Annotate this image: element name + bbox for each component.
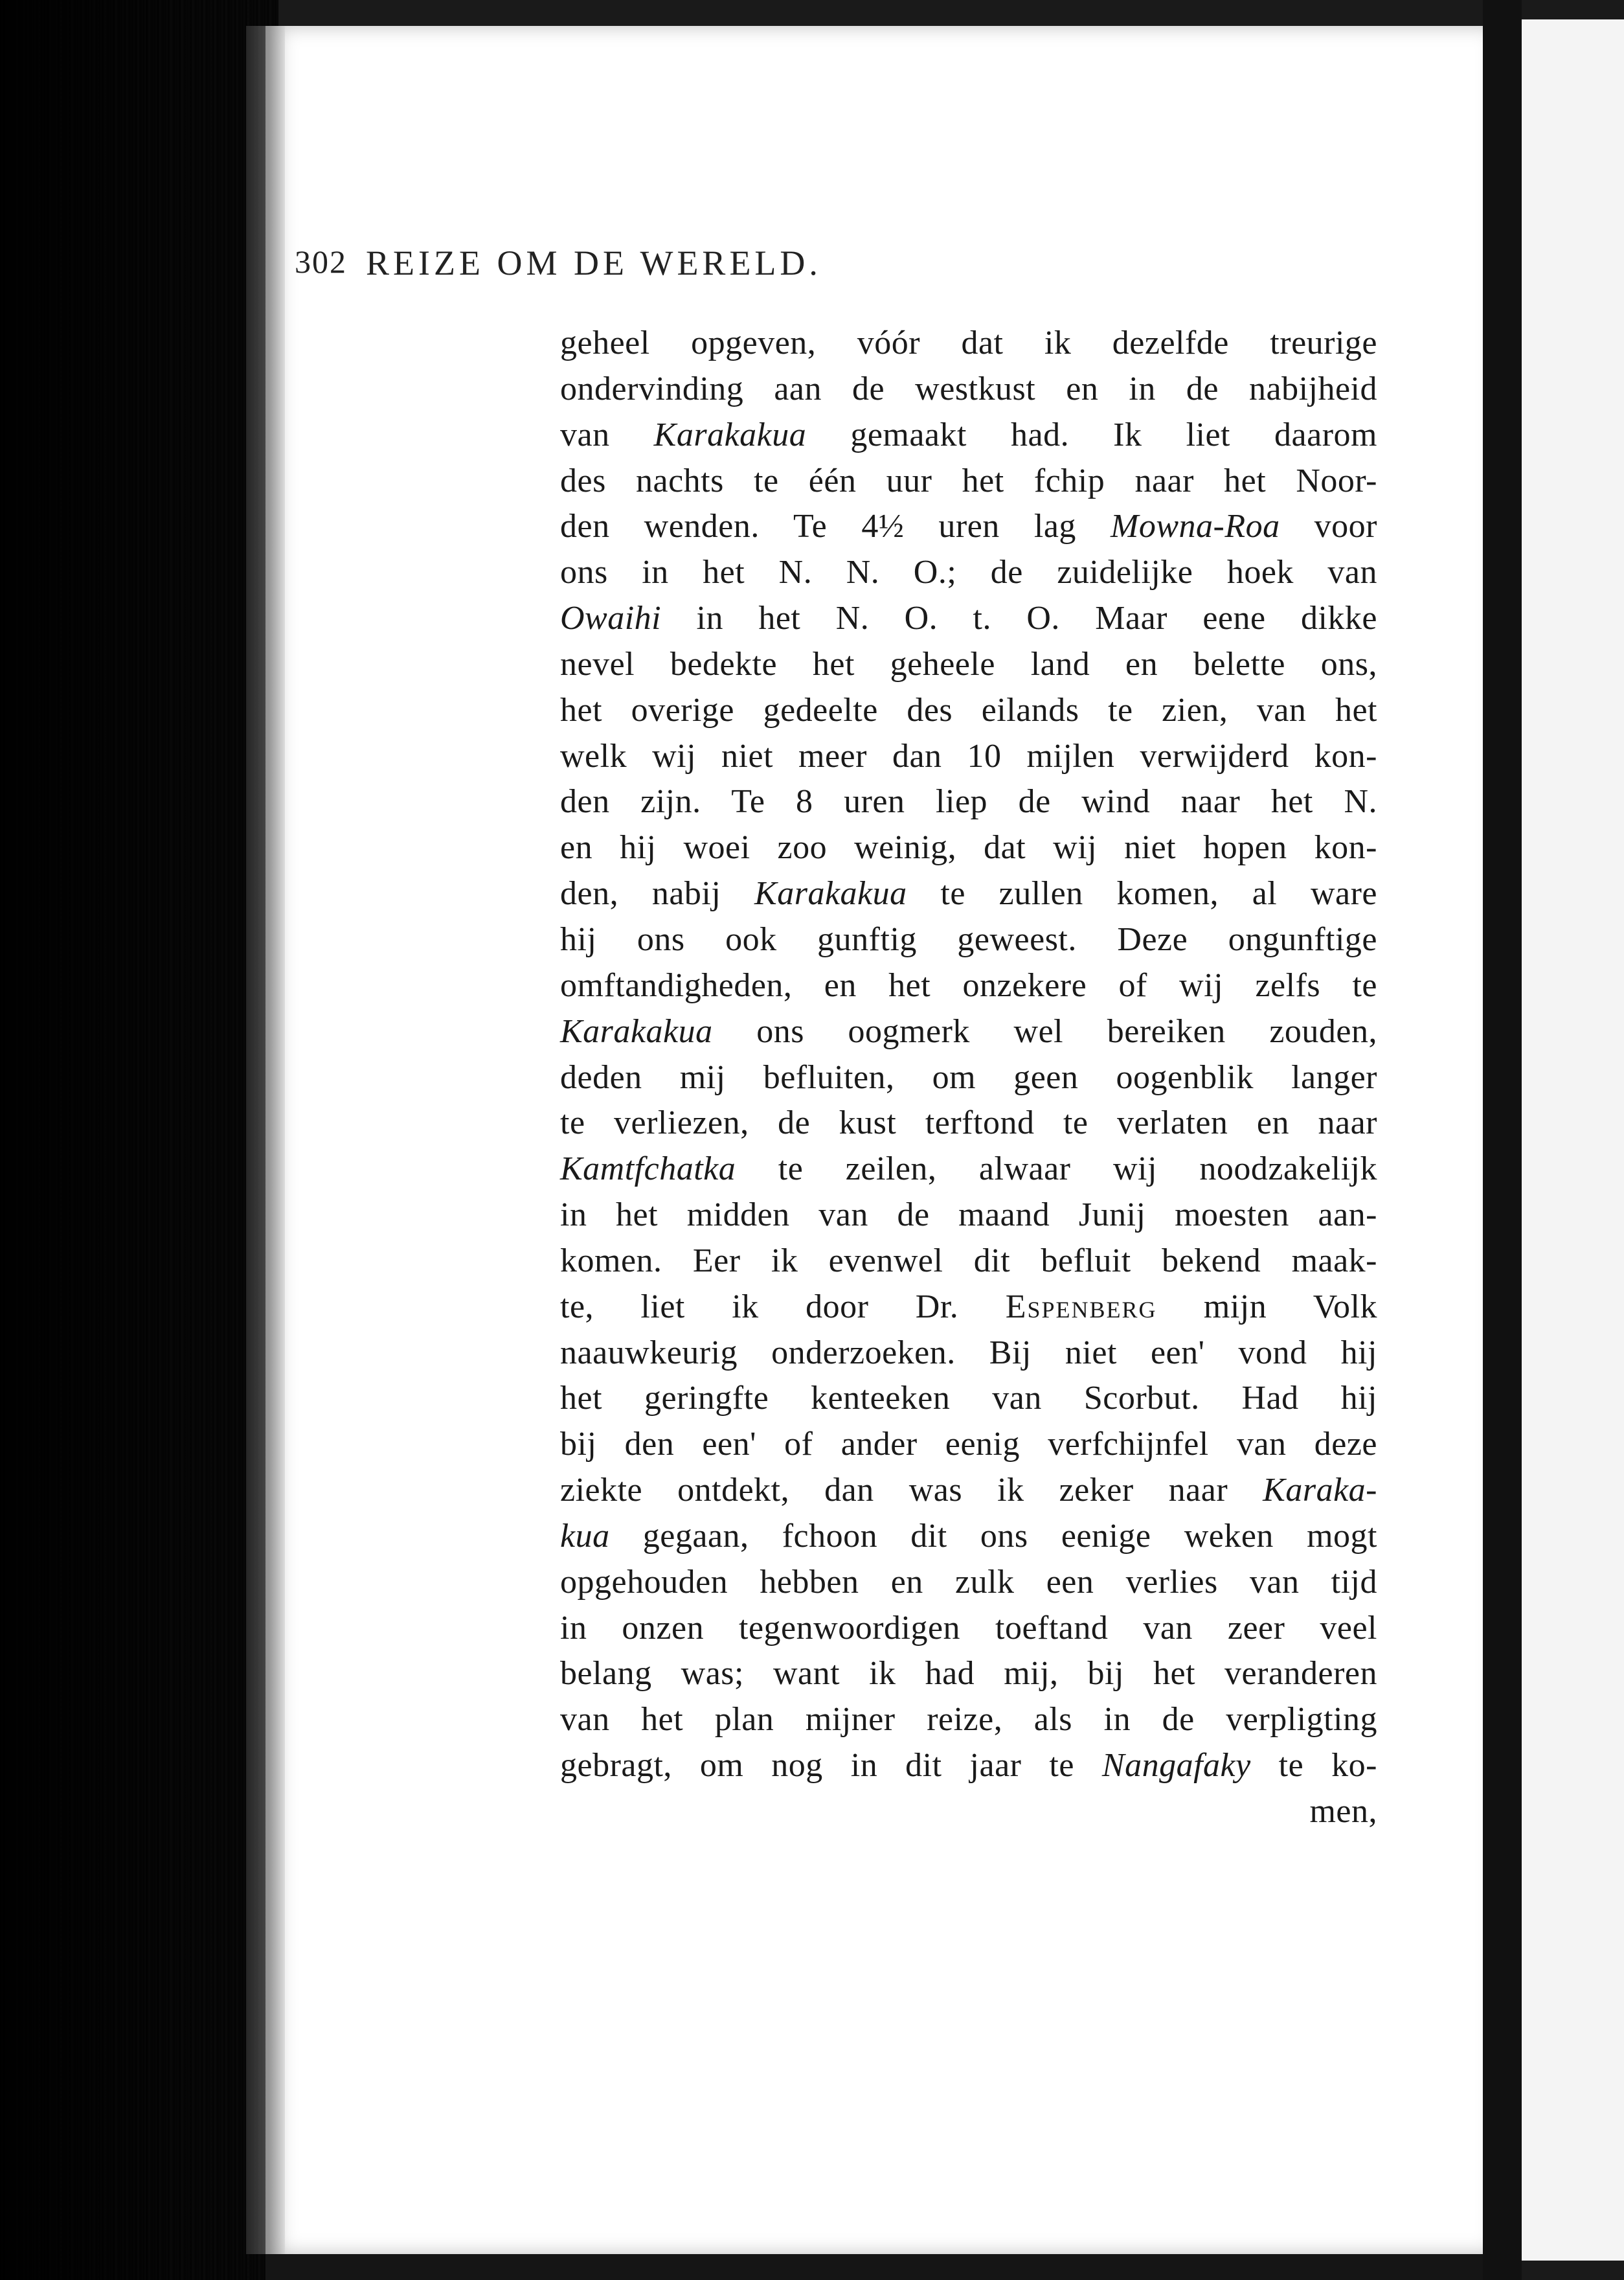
text-segment: in het N. O. t. O. Maar eene dikke bbox=[661, 600, 1377, 637]
text-line bbox=[560, 1009, 1377, 1055]
text-segment: ons in het N. N. O.; de zuidelijke hoek van bbox=[560, 554, 1377, 591]
text-segment: omftandigheden, en het onzekere of wij zelfs te bbox=[560, 966, 1377, 1004]
text-segment: hij ons ook gunftig geweest. Deze ongunftige bbox=[560, 920, 1377, 958]
text-segment: ons oogmerk wel bereiken zouden, bbox=[712, 1012, 1377, 1050]
italic-text: Karakakua bbox=[653, 416, 807, 453]
text-segment: geheel opgeven, vóór dat ik dezelfde treurige bbox=[560, 325, 1377, 361]
text-line bbox=[560, 504, 1377, 550]
text-segment: in onzen tegenwoordigen toeftand van zeer veel bbox=[560, 1609, 1377, 1647]
text-line bbox=[560, 779, 1377, 825]
text-segment: te verliezen, de kust terftond te verlaten en naar bbox=[560, 1104, 1377, 1142]
text-line bbox=[560, 321, 1377, 367]
text-segment: welk wij niet meer dan 10 mijlen verwijderd kon- bbox=[560, 737, 1377, 775]
text-segment: mijn Volk bbox=[1156, 1288, 1378, 1325]
text-line bbox=[560, 367, 1377, 413]
text-segment: te zeilen, alwaar wij noodzakelijk bbox=[736, 1150, 1377, 1188]
text-line bbox=[560, 871, 1377, 917]
text-segment: gegaan, fchoon dit ons eenige weken mogt bbox=[609, 1517, 1377, 1555]
text-segment: naauwkeurig onderzoeken. Bij niet een' vond hij bbox=[560, 1334, 1377, 1371]
text-line bbox=[560, 413, 1377, 459]
italic-text: Karakakua bbox=[560, 1012, 713, 1050]
small-caps-text: Espenberg bbox=[1005, 1288, 1157, 1325]
page-gutter-shadow bbox=[246, 26, 285, 2254]
italic-text: kua bbox=[560, 1517, 610, 1555]
text-line bbox=[560, 1055, 1377, 1101]
text-line bbox=[560, 1100, 1377, 1146]
text-line bbox=[560, 917, 1377, 963]
text-line bbox=[560, 1560, 1377, 1606]
text-segment: nevel bedekte het geheele land en belette ons, bbox=[560, 645, 1377, 683]
text-segment: des nachts te één uur het fchip naar het Noor- bbox=[560, 462, 1377, 499]
text-segment: te, liet ik door Dr. bbox=[560, 1288, 1006, 1325]
italic-text: Karakakua bbox=[754, 875, 907, 913]
text-segment: deden mij befluiten, om geen oogenblik langer bbox=[560, 1058, 1377, 1096]
text-line bbox=[560, 1330, 1377, 1376]
text-segment: men, bbox=[1309, 1793, 1377, 1830]
text-segment: komen. Eer ik evenwel dit befluit bekend maak- bbox=[560, 1242, 1377, 1279]
text-line bbox=[560, 550, 1377, 596]
text-line bbox=[560, 642, 1377, 688]
book-spine bbox=[0, 0, 278, 2280]
italic-text: Owaihi bbox=[560, 600, 662, 637]
text-line bbox=[560, 1514, 1377, 1560]
text-line bbox=[560, 734, 1377, 780]
text-segment: het overige gedeelte des eilands te zien, van het bbox=[560, 691, 1377, 729]
text-line bbox=[560, 459, 1377, 505]
text-line bbox=[560, 1743, 1377, 1789]
text-segment: te zullen komen, al ware bbox=[907, 875, 1378, 913]
text-line bbox=[560, 825, 1377, 871]
bottom-edge bbox=[265, 2254, 1483, 2280]
text-line bbox=[560, 596, 1377, 642]
adjacent-page bbox=[1522, 19, 1624, 2261]
text-segment: van bbox=[560, 416, 654, 453]
running-title: REIZE OM DE WERELD. bbox=[366, 244, 822, 282]
italic-text: Karaka- bbox=[1263, 1472, 1377, 1509]
text-segment: den zijn. Te 8 uren liep de wind naar het N. bbox=[560, 783, 1377, 821]
text-segment: opgehouden hebben en zulk een verlies van tijd bbox=[560, 1563, 1377, 1601]
text-segment: belang was; want ik had mij, bij het veranderen bbox=[560, 1655, 1377, 1693]
text-segment: ondervinding aan de westkust en in de nabijheid bbox=[560, 370, 1377, 407]
text-segment: van het plan mijner reize, als in de verpligting bbox=[560, 1701, 1377, 1738]
text-line bbox=[560, 1238, 1377, 1284]
text-line bbox=[560, 1468, 1377, 1514]
text-line bbox=[560, 1192, 1377, 1238]
text-segment: het geringfte kenteeken van Scorbut. Had hij bbox=[560, 1380, 1377, 1417]
page-edge-border bbox=[1483, 0, 1522, 2280]
text-line bbox=[560, 1651, 1377, 1697]
text-segment: den, nabij bbox=[560, 875, 755, 913]
text-segment: den wenden. Te 4½ uren lag bbox=[560, 508, 1111, 545]
text-segment: ziekte ontdekt, dan was ik zeker naar bbox=[560, 1472, 1263, 1509]
italic-text: Kamtfchatka bbox=[560, 1150, 736, 1188]
text-segment: te ko- bbox=[1250, 1747, 1377, 1784]
text-line bbox=[560, 1789, 1377, 1835]
text-segment: voor bbox=[1280, 508, 1377, 545]
running-header bbox=[295, 243, 1217, 288]
italic-text: Mowna-Roa bbox=[1111, 508, 1280, 545]
text-line bbox=[560, 1146, 1377, 1192]
italic-text: Nangafaky bbox=[1101, 1747, 1251, 1784]
text-line bbox=[560, 1422, 1377, 1468]
text-segment: gemaakt had. Ik liet daarom bbox=[806, 416, 1377, 453]
text-segment: in het midden van de maand Junij moesten aan- bbox=[560, 1196, 1377, 1234]
text-line bbox=[560, 1376, 1377, 1422]
text-line bbox=[560, 1606, 1377, 1652]
text-line bbox=[560, 963, 1377, 1009]
text-segment: bij den een' of ander eenig verfchijnfel van deze bbox=[560, 1426, 1377, 1463]
page-number: 302 bbox=[295, 244, 347, 280]
text-line bbox=[560, 1284, 1377, 1330]
text-segment: en hij woei zoo weinig, dat wij niet hopen kon- bbox=[560, 829, 1377, 867]
text-line bbox=[560, 1697, 1377, 1743]
body-text bbox=[560, 321, 1377, 1835]
text-line bbox=[560, 688, 1377, 734]
text-segment: gebragt, om nog in dit jaar te bbox=[560, 1747, 1102, 1784]
